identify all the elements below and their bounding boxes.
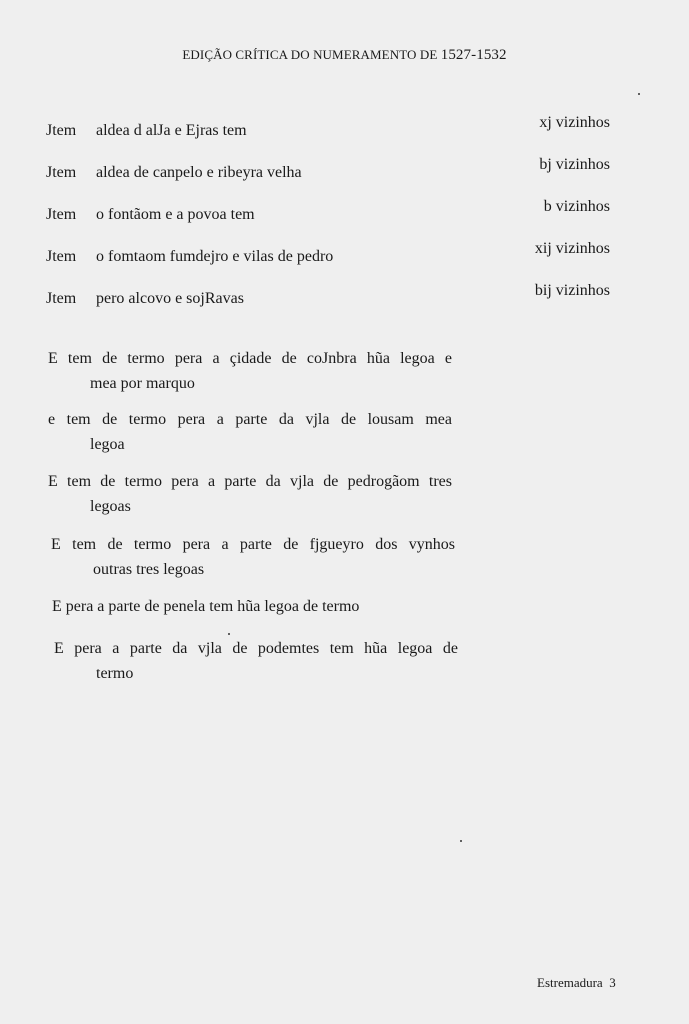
paragraph-line: E tem de termo pera a çidade de coJnbra hũa legoa e [48, 350, 452, 367]
list-item [46, 282, 610, 310]
paragraph [48, 469, 452, 519]
item-label: Jtem [46, 248, 77, 265]
item-description: o fontãom e a povoa tem [96, 206, 255, 223]
paragraph [54, 636, 458, 686]
item-count: xij vizinhos [534, 240, 610, 257]
paragraph-line: E pera a parte de penela tem hũa legoa de termo [52, 598, 360, 615]
header-years: 1527-1532 [440, 47, 507, 63]
item-description: aldea d alJa e Ejras tem [96, 122, 247, 139]
list-item [46, 114, 610, 142]
paragraph-continuation: legoas [90, 498, 131, 515]
paragraph-continuation: outras tres legoas [93, 561, 205, 578]
header-title: EDIÇÃO CRÍTICA DO NUMERAMENTO DE [182, 47, 438, 62]
item-label: Jtem [46, 290, 77, 307]
paragraph [52, 594, 456, 619]
page-number: 3 [609, 975, 616, 990]
paragraph-continuation: termo [96, 665, 134, 682]
list-item [46, 156, 610, 184]
item-count: xj vizinhos [539, 114, 610, 131]
item-description: pero alcovo e sojRavas [96, 290, 244, 307]
item-label: Jtem [46, 206, 77, 223]
item-count: b vizinhos [543, 198, 610, 215]
footer-section: Estremadura [537, 975, 603, 990]
item-label: Jtem [46, 122, 77, 139]
paragraph-line: E pera a parte da vjla de podemtes tem hũa legoa de [54, 640, 458, 657]
paragraph [48, 407, 452, 457]
paragraph-continuation: legoa [90, 436, 125, 453]
item-count: bij vizinhos [534, 282, 610, 299]
paragraph-line: E tem de termo pera a parte da vjla de pedrogãom tres [48, 473, 452, 490]
scan-speck [638, 93, 640, 95]
item-description: aldea de canpelo e ribeyra velha [96, 164, 302, 181]
paragraph-line: e tem de termo pera a parte da vjla de lousam mea [48, 411, 452, 428]
item-count: bj vizinhos [539, 156, 610, 173]
list-item [46, 198, 610, 226]
paragraph-continuation: mea por marquo [90, 375, 195, 392]
running-header [0, 47, 689, 64]
item-description: o fomtaom fumdejro e vilas de pedro [96, 248, 334, 265]
paragraph [48, 346, 452, 396]
scan-speck [228, 633, 230, 635]
page-footer [537, 975, 616, 991]
item-label: Jtem [46, 164, 77, 181]
list-item [46, 240, 610, 268]
scan-speck [460, 840, 462, 842]
paragraph [51, 532, 455, 582]
paragraph-line: E tem de termo pera a parte de fjgueyro dos vynhos [51, 536, 455, 553]
